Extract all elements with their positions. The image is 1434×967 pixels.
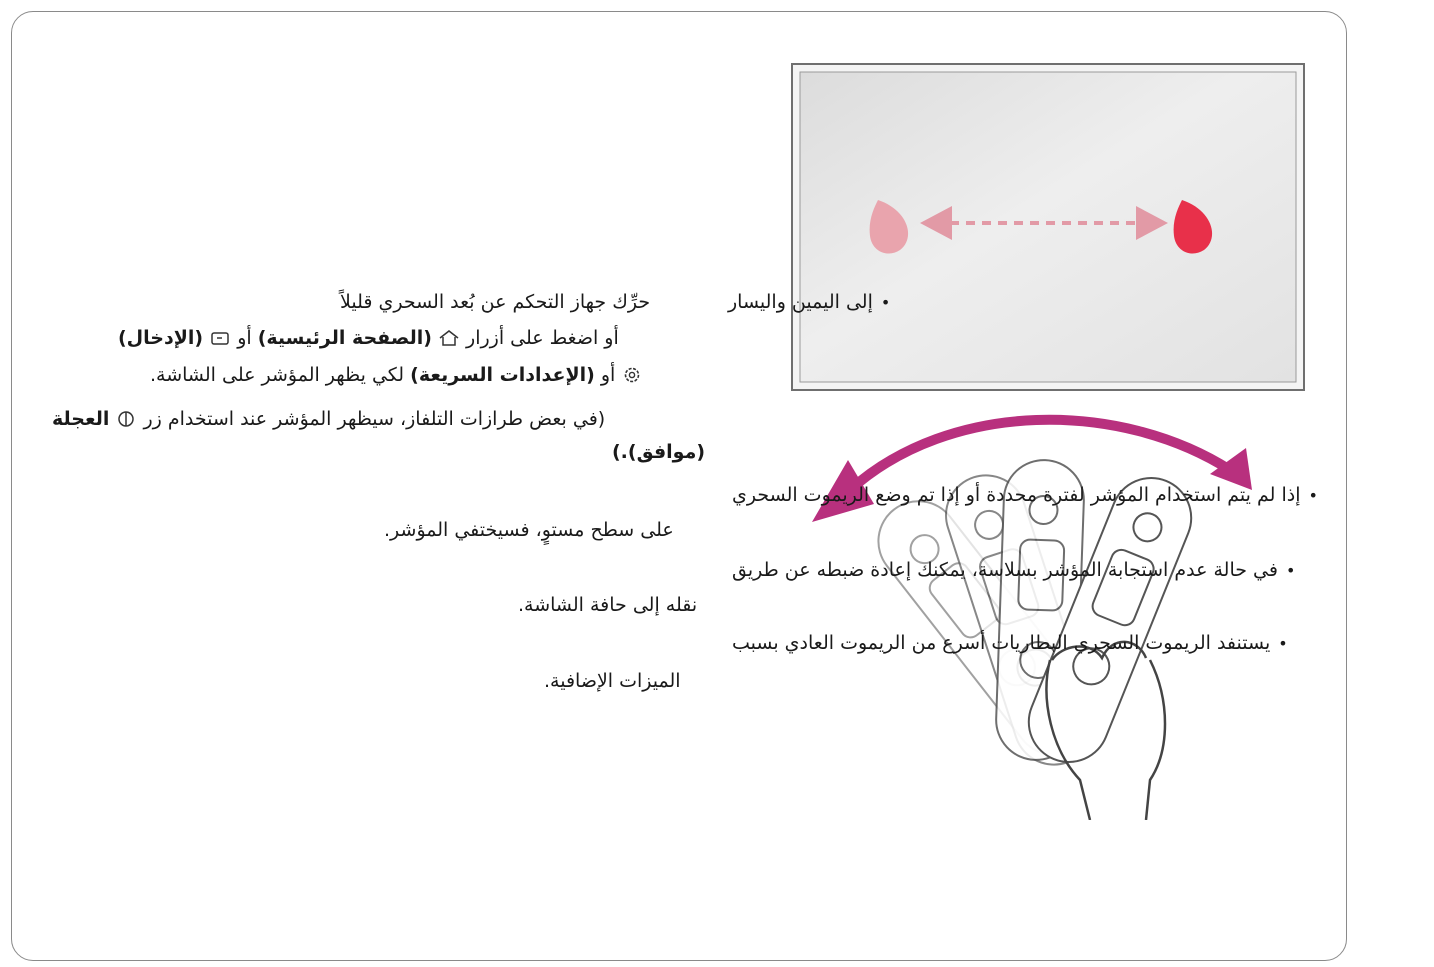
input-icon bbox=[209, 329, 231, 347]
bullet-3-text-right: في حالة عدم استجابة المؤشر بسلاسة، يمكنك إعادة ضبطه عن طريق bbox=[732, 559, 1278, 581]
bullet-1-text-left: حرِّك جهاز التحكم عن بُعد السحري قليلاً bbox=[340, 291, 651, 313]
home-icon bbox=[438, 329, 460, 347]
bullet-3-right bbox=[732, 555, 1295, 586]
bullet-1-text-right: إلى اليمين واليسار bbox=[728, 291, 873, 313]
wheel-label: العجلة bbox=[52, 408, 110, 430]
bullet-1-line3 bbox=[150, 360, 643, 390]
home-label: (الصفحة الرئيسية) bbox=[257, 327, 432, 349]
or-text: أو bbox=[600, 364, 616, 386]
bullet-dot: • bbox=[1278, 634, 1288, 653]
note-text: (في بعض طرازات التلفاز، سيظهر المؤشر عند استخدام زر bbox=[143, 408, 606, 430]
or-text: أو bbox=[237, 327, 252, 349]
settings-icon bbox=[621, 366, 643, 384]
ok-label: (موافق).) bbox=[612, 441, 706, 463]
bullet-4-left bbox=[544, 666, 681, 696]
tv-screen bbox=[792, 64, 1304, 390]
bullet-dot: • bbox=[880, 293, 891, 312]
bullet-2-right bbox=[732, 480, 1318, 511]
bullet-1-line2-pre: أو اضغط على أزرار bbox=[466, 327, 619, 349]
bullet-dot: • bbox=[1285, 561, 1296, 580]
bullet-4-right bbox=[732, 628, 1288, 659]
bullet-4-text-left: الميزات الإضافية. bbox=[544, 670, 681, 692]
bullet-1-note bbox=[52, 404, 605, 434]
bullet-2-text-right: إذا لم يتم استخدام المؤشر لفترة محددة أو إذا تم وضع الريموت السحري bbox=[732, 484, 1301, 506]
bullet-3-text-left: نقله إلى حافة الشاشة. bbox=[518, 594, 698, 616]
bullet-1-line2 bbox=[118, 323, 619, 353]
bullet-3-left bbox=[518, 590, 697, 620]
remote-illustration bbox=[790, 60, 1310, 820]
bullet-4-text-right: يستنفد الريموت السحري البطاريات أسرع من الريموت العادي بسبب bbox=[732, 632, 1271, 654]
bullet-1-line3-post: لكي يظهر المؤشر على الشاشة. bbox=[150, 364, 405, 386]
bullet-1-note-2 bbox=[612, 437, 705, 467]
bullet-2-text-left: على سطح مستوٍ، فسيختفي المؤشر. bbox=[384, 519, 674, 541]
bullet-1-right bbox=[728, 287, 890, 318]
wheel-icon bbox=[115, 410, 137, 428]
bullet-1-line1 bbox=[340, 287, 650, 317]
input-label: (الإدخال) bbox=[118, 327, 204, 349]
bullet-2-left bbox=[384, 515, 674, 545]
bullet-dot: • bbox=[1308, 486, 1318, 505]
settings-label: (الإعدادات السريعة) bbox=[410, 364, 595, 386]
